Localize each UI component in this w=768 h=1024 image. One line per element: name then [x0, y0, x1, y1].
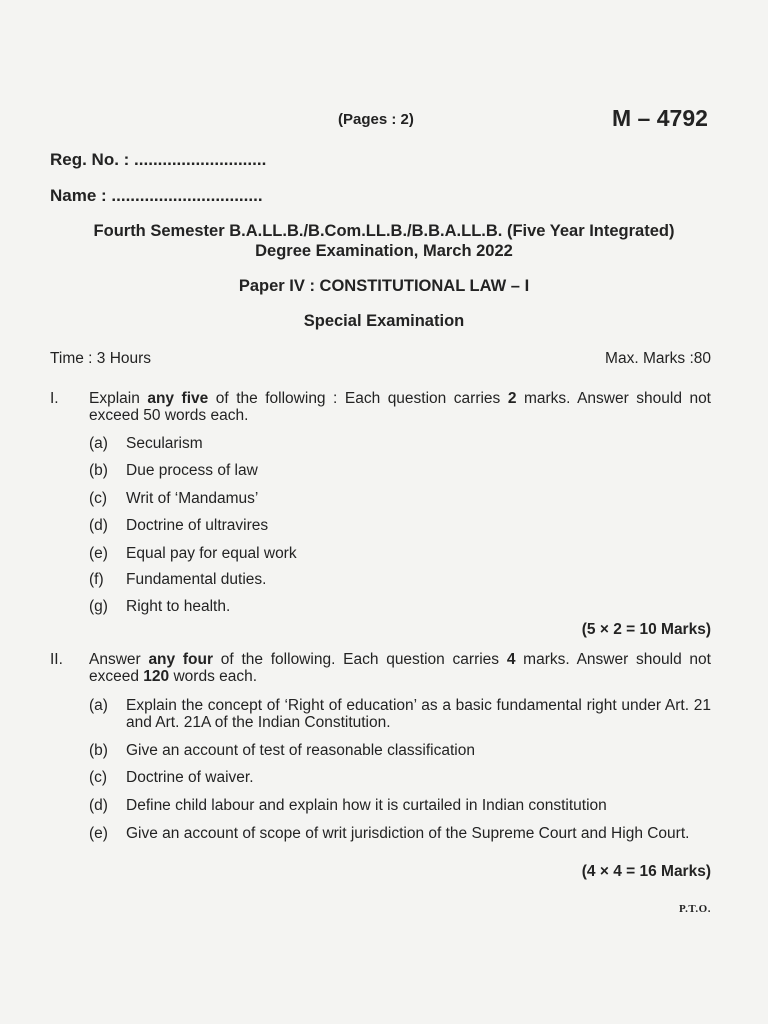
- question-letter: (a): [89, 697, 108, 714]
- question-text: Doctrine of waiver.: [126, 769, 254, 786]
- question-text: Writ of ‘Mandamus’: [126, 490, 259, 507]
- instruction-text: of the following. Each question carries: [213, 651, 507, 668]
- section-instructions: [89, 651, 711, 685]
- instruction-text: Answer: [89, 651, 149, 668]
- section-instructions: [89, 390, 711, 424]
- exam-title-line2: Degree Examination, March 2022: [255, 242, 513, 260]
- instruction-emphasis: 2: [507, 390, 517, 407]
- exam-title-line1: Fourth Semester B.A.LL.B./B.Com.LL.B./B.B.A.LL.B. (Five Year Integrated): [93, 222, 675, 240]
- reg-no-field: Reg. No. : ............................: [50, 150, 267, 169]
- instruction-text: marks. Answer should not exceed 50 words each.: [89, 390, 711, 424]
- instruction-emphasis: 4: [506, 651, 516, 668]
- name-field: Name : ................................: [50, 186, 263, 205]
- question-text: Explain the concept of ‘Right of education’ as a basic fundamental right under Art. 21 and Art. 21A of the Indian Constitution.: [126, 697, 711, 731]
- question-letter: (d): [89, 797, 108, 814]
- instruction-text: words each.: [169, 668, 258, 685]
- question-text: Fundamental duties.: [126, 571, 267, 588]
- paper-title: Paper IV : CONSTITUTIONAL LAW – I: [238, 277, 530, 295]
- instruction-emphasis: any five: [147, 390, 209, 407]
- pages-count: (Pages : 2): [338, 111, 414, 128]
- section-number: II.: [50, 651, 63, 668]
- question-letter: (c): [89, 769, 108, 786]
- question-text: Equal pay for equal work: [126, 545, 297, 562]
- max-marks: Max. Marks :80: [605, 350, 711, 367]
- exam-subtitle: Special Examination: [303, 312, 465, 330]
- instruction-text: of the following : Each question carries: [208, 390, 508, 407]
- instruction-text: Explain: [89, 390, 148, 407]
- instruction-emphasis: any four: [148, 651, 214, 668]
- instruction-text: marks. Answer should not exceed: [89, 651, 711, 685]
- question-letter: (c): [89, 490, 108, 507]
- question-letter: (d): [89, 517, 108, 534]
- question-text: Define child labour and explain how it is curtailed in Indian constitution: [126, 797, 607, 814]
- question-letter: (e): [89, 545, 108, 562]
- question-letter: (a): [89, 435, 108, 452]
- time-allowed: Time : 3 Hours: [50, 350, 152, 367]
- question-text: Due process of law: [126, 462, 258, 479]
- page-turn-over: P.T.O.: [678, 903, 711, 915]
- question-text: Give an account of test of reasonable classification: [126, 742, 475, 759]
- section-marks: (5 × 2 = 10 Marks): [581, 621, 711, 638]
- question-letter: (g): [89, 598, 108, 615]
- question-text: Doctrine of ultravires: [126, 517, 269, 534]
- question-letter: (b): [89, 742, 108, 759]
- question-letter: (f): [89, 571, 104, 588]
- question-text: Give an account of scope of writ jurisdiction of the Supreme Court and High Court.: [126, 825, 690, 842]
- question-text: Right to health.: [126, 598, 231, 615]
- instruction-emphasis: 120: [143, 668, 170, 685]
- section-marks: (4 × 4 = 16 Marks): [581, 863, 711, 880]
- question-letter: (e): [89, 825, 108, 842]
- paper-code: M – 4792: [612, 105, 708, 131]
- section-number: I.: [50, 390, 59, 407]
- question-text: Secularism: [126, 435, 203, 452]
- question-letter: (b): [89, 462, 108, 479]
